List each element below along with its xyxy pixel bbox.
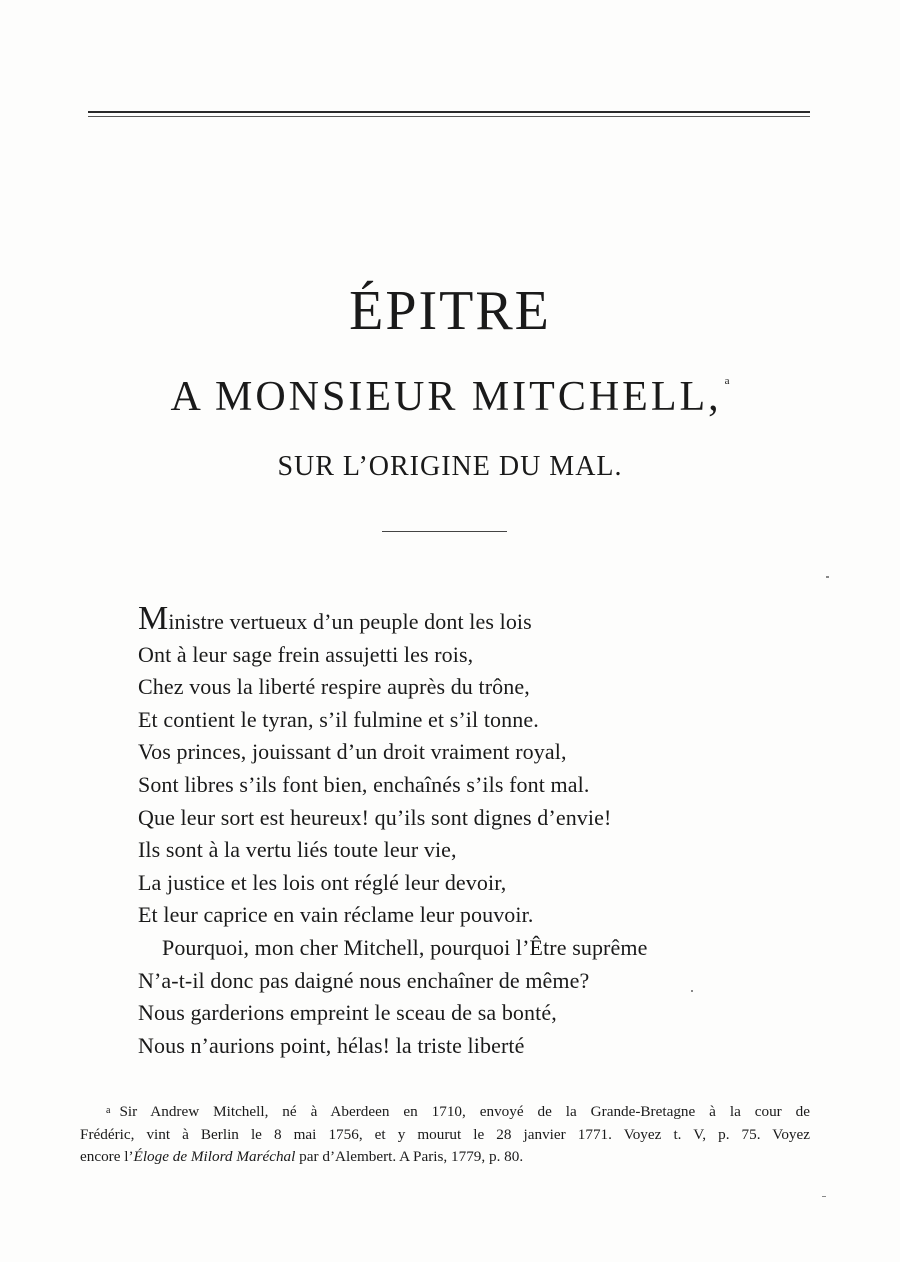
footnote-line	[80, 1100, 810, 1124]
poem-line	[138, 600, 818, 639]
poem	[138, 600, 818, 1062]
section-divider	[382, 531, 507, 532]
poem-line-rest: inistre vertueux d’un peuple dont les lois	[168, 609, 532, 634]
footnote-text: encore l’	[80, 1148, 134, 1165]
poem-line: Sont libres s’ils font bien, enchaînés s’ils font mal.	[138, 771, 590, 797]
subtitle-text: A MONSIEUR MITCHELL,	[170, 374, 722, 420]
paper-speck	[826, 576, 829, 578]
page-subtitle-2: SUR L’ORIGINE DU MAL.	[277, 451, 623, 482]
page-title: ÉPITRE	[349, 280, 551, 342]
paper-speck	[691, 990, 693, 992]
footnote	[80, 1100, 810, 1169]
footnote-marker: a	[106, 1105, 111, 1116]
footnote-text: par d’Alembert. A Paris, 1779, p. 80.	[295, 1148, 524, 1165]
poem-line: Vos princes, jouissant d’un droit vraiment royal,	[138, 739, 567, 765]
footnote-text: Sir Andrew Mitchell, né à Aberdeen en 1710, envoyé de la Grande-Bretagne à la cour de	[119, 1103, 810, 1120]
paper-speck	[822, 1196, 826, 1197]
page-subtitle	[0, 376, 900, 418]
poem-line: Que leur sort est heureux! qu’ils sont dignes d’envie!	[138, 804, 612, 830]
footnote-reference[interactable]: a	[724, 375, 730, 387]
top-double-rule	[88, 111, 810, 117]
poem-line: La justice et les lois ont réglé leur devoir,	[138, 869, 507, 895]
poem-line: Ont à leur sage frein assujetti les rois,	[138, 641, 474, 667]
poem-line: Ils sont à la vertu liés toute leur vie,	[138, 837, 457, 863]
poem-line: Nous garderions empreint le sceau de sa bonté,	[138, 1000, 557, 1026]
poem-line: Nous n’aurions point, hélas! la triste liberté	[138, 1032, 525, 1058]
poem-line: N’a-t-il donc pas daigné nous enchaîner de même?	[138, 967, 590, 993]
poem-line: Chez vous la liberté respire auprès du trône,	[138, 674, 530, 700]
drop-cap: M	[138, 600, 169, 637]
poem-line: Et contient le tyran, s’il fulmine et s’il tonne.	[138, 706, 539, 732]
poem-line: Et leur caprice en vain réclame leur pouvoir.	[138, 902, 534, 928]
cited-work-title: Éloge de Milord Maréchal	[133, 1148, 296, 1165]
poem-line: Pourquoi, mon cher Mitchell, pourquoi l’Être suprême	[162, 934, 648, 960]
footnote-line	[80, 1146, 810, 1169]
footnote-line: Frédéric, vint à Berlin le 8 mai 1756, et y mourut le 28 janvier 1771. Voyez t. V, p. 75. Voyez	[80, 1125, 810, 1143]
